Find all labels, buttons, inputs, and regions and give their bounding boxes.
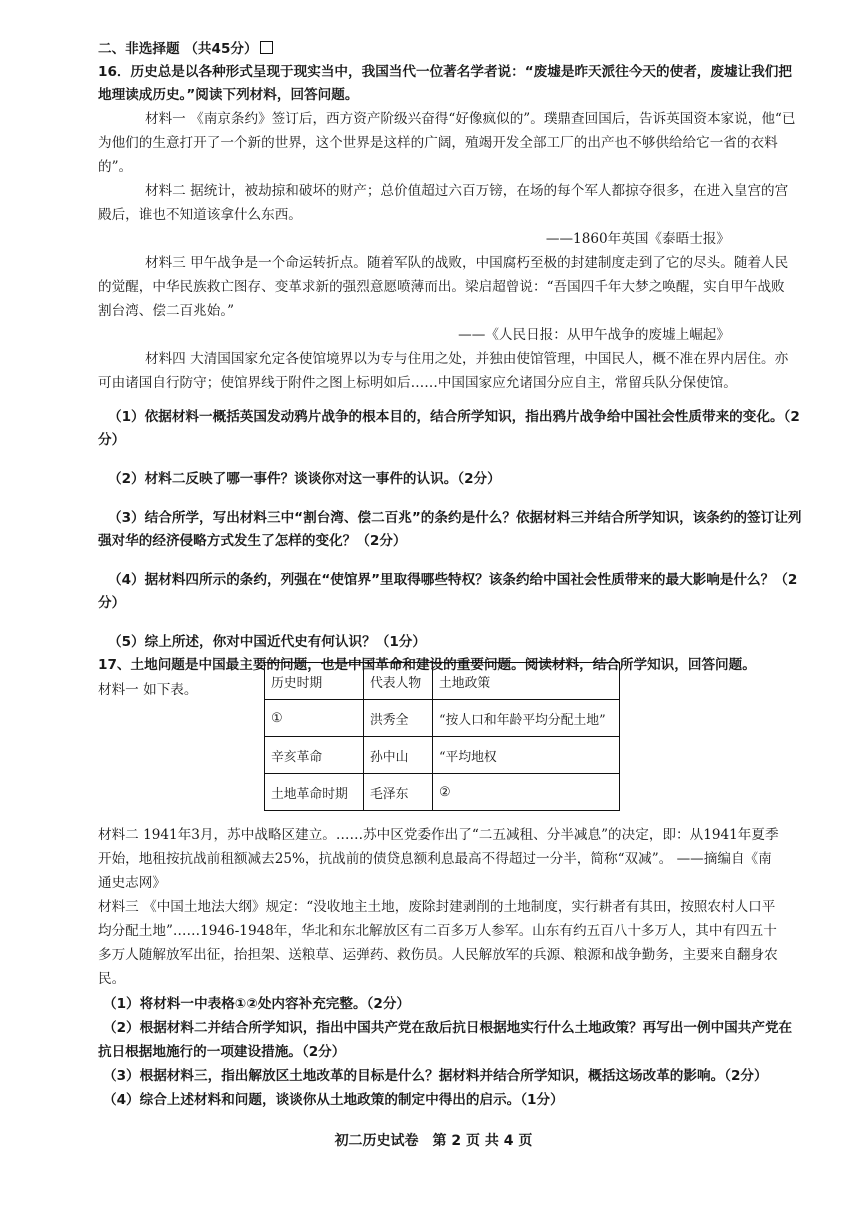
table-cell: ① [265,700,364,737]
table-header-row [265,663,620,700]
q16-stem-line-1: 16．历史总是以各种形式呈现于现实当中，我国当代一位著名学者说：“废墟是昨天派往今天的使者，废墟让我们把 [98,64,792,80]
section-header-text: 二、非选择题 （共45分） [98,41,258,57]
table-row [265,774,620,811]
q16-material4-line-2: 可由诸国自行防守；使馆界线于附件之图上标明如后……中国国家应允诸国分应自主，常留兵队分保使馆。 [98,375,737,391]
table-cell: 毛泽东 [364,774,433,811]
answer-box [260,41,273,54]
q16-question-2: （2）材料二反映了哪一事件？谈谈你对这一事件的认识。（2分） [108,471,501,487]
q16-material2-line-1: 材料二 据统计，被劫掠和破坏的财产；总价值超过六百万镑，在场的每个军人都掠夺很多，在进入皇宫的宫 [145,183,789,199]
q16-question-1-line-1: （1）依据材料一概括英国发动鸦片战争的根本目的，结合所学知识，指出鸦片战争给中国社会性质带来的变化。（2 [108,409,800,425]
table-cell: 孙中山 [364,737,433,774]
q17-intro: 17、土地问题是中国最主要的问题，也是中国革命和建设的重要问题。阅读材料，结合所学知识，回答问题。 [98,657,756,673]
q17-material3-line-4: 民。 [98,971,126,987]
q17-material2-line-1: 材料二 1941年3月，苏中战略区建立。……苏中区党委作出了“二五减租、分半减息”的决定，即：从1941年夏季 [98,827,779,843]
q16-question-5: （5）综上所述，你对中国近代史有何认识？（1分） [108,634,426,650]
section-header [98,40,273,58]
q16-material3-line-2: 的觉醒，中华民族救亡图存、变革求新的强烈意愿喷薄而出。梁启超曾说：“吾国四千年大梦之唤醒，实自甲午战败 [98,279,785,295]
table-cell: 辛亥革命 [265,737,364,774]
q16-material1-line-1: 材料一 《南京条约》签订后，西方资产阶级兴奋得“好像疯似的”。璞鼎查回国后，告诉英国资本家说，他“已 [145,111,796,127]
q17-material3-line-2: 均分配土地”……1946-1948年，华北和东北解放区有二百多万人参军。山东有约五百八十多万人，其中有四五十 [98,923,777,939]
q16-material4-line-1: 材料四 大清国国家允定各使馆境界以为专与住用之处，并独由使馆管理，中国民人，概不准在界内居住。亦 [145,351,789,367]
q16-material1-line-2: 为他们的生意打开了一个新的世界，这个世界是这样的广阔，殖竭开发全部工厂的出产也不够供给给它一省的衣料 [98,135,778,151]
q16-question-3-line-2: 强对华的经济侵略方式发生了怎样的变化？（2分） [98,533,407,549]
q16-material3-source: ——《人民日报：从甲午战争的废墟上崛起》 [458,327,730,343]
table-row [265,737,620,774]
table-cell: 土地革命时期 [265,774,364,811]
q17-material2-line-3: 通史志网》 [98,875,166,891]
q17-material1-label: 材料一 如下表。 [98,682,198,698]
q16-question-3-line-1: （3）结合所学，写出材料三中“割台湾、偿二百兆”的条约是什么？依据材料三并结合所学知识，该条约的签订让列 [108,510,802,526]
table-cell: ② [433,774,620,811]
table-cell: “按人口和年龄平均分配土地” [433,700,620,737]
table-header-cell: 代表人物 [364,663,433,700]
q16-question-4-line-1: （4）据材料四所示的条约，列强在“使馆界”里取得哪些特权？该条约给中国社会性质带来的最大影响是什么？（2 [108,572,798,588]
q17-material3-line-3: 多万人随解放军出征，抬担架、送粮草、运弹药、救伤员。人民解放军的兵源、粮源和战争勤务，主要来自翻身农 [98,947,778,963]
q17-question-1: （1）将材料一中表格①②处内容补充完整。（2分） [103,996,411,1012]
q16-question-1-line-2: 分） [98,432,126,448]
q16-material2-line-2: 殿后，谁也不知道该拿什么东西。 [98,207,302,223]
q16-material3-line-1: 材料三 甲午战争是一个命运转折点。随着军队的战败，中国腐朽至极的封建制度走到了它的尽头。随着人民 [145,255,789,271]
table-row [265,700,620,737]
q16-question-4-line-2: 分） [98,595,126,611]
land-policy-table [264,662,620,811]
table-cell: 洪秀全 [364,700,433,737]
q16-material2-source: ——1860年英国《泰晤士报》 [545,231,730,247]
q17-material2-line-2: 开始，地租按抗战前租额减去25%，抗战前的债贷息额利息最高不得超过一分半，简称“双减”。 ——摘编自《南 [98,851,772,867]
q16-material1-line-3: 的”。 [98,159,133,175]
q17-question-2-line-2: 抗日根据地施行的一项建设措施。（2分） [98,1044,346,1060]
q17-material3-line-1: 材料三 《中国土地法大纲》规定：“没收地主土地，废除封建剥削的土地制度，实行耕者有其田，按照农村人口平 [98,899,776,915]
page-footer: 初二历史试卷 第 2 页 共 4 页 [334,1133,533,1149]
table-cell: “平均地权 [433,737,620,774]
q17-question-2-line-1: （2）根据材料二并结合所学知识，指出中国共产党在敌后抗日根据地实行什么土地政策？再写出一例中国共产党在 [103,1020,793,1036]
q16-stem-line-2: 地理读成历史。”阅读下列材料，回答问题。 [98,87,359,103]
q17-question-4: （4）综合上述材料和问题，谈谈你从土地政策的制定中得出的启示。（1分） [103,1092,564,1108]
table-header-cell: 历史时期 [265,663,364,700]
table-header-cell: 土地政策 [433,663,620,700]
q17-question-3: （3）根据材料三，指出解放区土地改革的目标是什么？据材料并结合所学知识，概括这场改革的影响。（2分） [103,1068,768,1084]
q16-material3-line-3: 割台湾、偿二百兆始。” [98,303,235,319]
